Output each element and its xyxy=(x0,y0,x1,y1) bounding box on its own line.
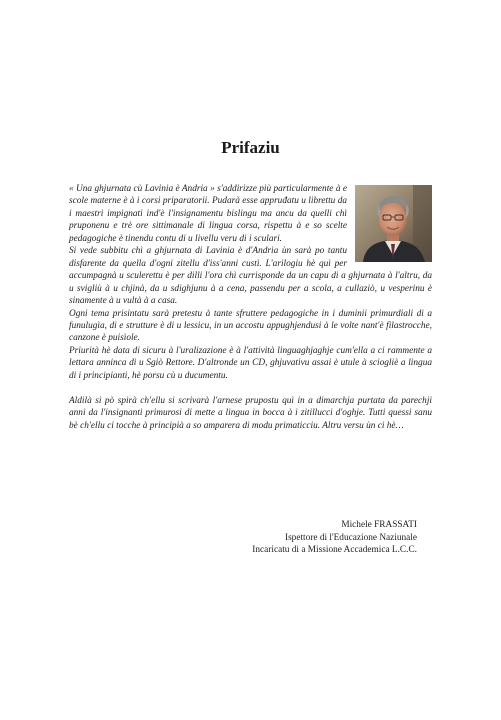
portrait-photo xyxy=(355,185,432,262)
intro-block xyxy=(69,183,432,245)
paragraph-5: Aldilà si pò spirà ch'ellu si scrivarà l'arnese prupostu quì in a dimarchja purtata da parechji anni da l'insignanti primurosi di mette a lingua in bocca à i zitillucci d'oghje. Tutti quessi sanu bè ch'ellu ci tocche à principià a so amparera di modu primaticciu. Altru versu ùn ci hè… xyxy=(69,395,432,431)
paragraph-3: Ogni tema prisintatu sarà pretestu à tante sfruttere pedagogiche in i duminii primurdiali di a funulugìa, di e strutture è di u lessicu, in un accostu appughjendusi à le volte nant'è filastrocche, canzone è puisìole. xyxy=(69,308,432,344)
page-title: Prifaziu xyxy=(221,138,280,157)
signature-block xyxy=(167,519,417,557)
paragraph-4: Priurità hè data di sicuru à l'uralizazione è à l'attività linguaghjaghje cum'ella a ci rammente a lettara anninca di u Sgiò Rettore. D'altronde un CD, ghjuvativu assai è utule à sciogliè a lingua di i principianti, hè porsu cù u ducumentu. xyxy=(69,345,432,381)
paragraph-2: Si vede subbitu chì a ghjurnata di Lavinia è d'Andria ùn sarà po tantu disfarente da quella d'ogni zitellu d'iss'anni custì. L'arilogiu hè quì per accumpagnà u sculerettu è per dilli l'ora chì currisponde da un capu di a ghjurnata à l'altru, da u svigliù à u chjinà, da u sdighjunu à a cena, passendu per a scola, a cullaziò, u vesperinu è sinamente à u vultà à a casa. xyxy=(69,246,432,307)
preface-body xyxy=(69,183,432,432)
signature-name: Michele FRASSATI xyxy=(341,520,417,530)
signature-role-2: Incaricatu di a Missione Accademica L.C.C. xyxy=(252,545,417,556)
paragraph-1: « Una ghjurnata cù Lavinia è Andria » s'addirizze più particularmente à e scole materne è à i corsi priparatorii. Pudarà esse appruđatu u librettu da i maestri impignati ind'è l'insignamentu bislingu ma ancu da quelli chì pruponenu e trè ore sittimanale di lingua corsa, rispettu à e so scelte pedagogiche è tinendu contu di u livellu veru di i sculari. xyxy=(69,184,347,244)
signature-role-1: Ispettore di l'Educazione Naziunale xyxy=(284,532,417,543)
